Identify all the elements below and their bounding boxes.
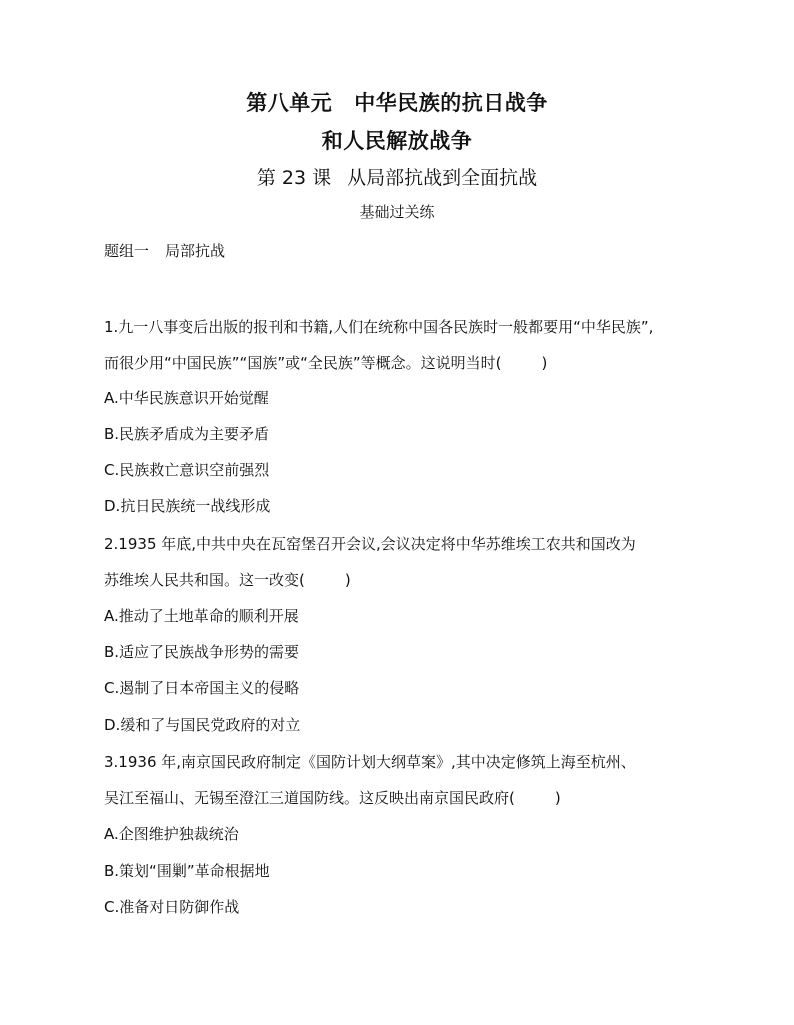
lesson-title xyxy=(0,165,794,191)
question-1-option-a: A.中华民族意识开始觉醒 xyxy=(104,389,269,407)
question-3-option-b: B.策划“围剿”革命根据地 xyxy=(104,862,270,880)
question-3-close-paren: ) xyxy=(554,789,561,807)
question-1-stem-text: 而很少用“中国民族”“国族”或“全民族”等概念。这说明当时( xyxy=(104,354,502,372)
question-2-stem-line-1: 2.1935 年底,中共中央在瓦窑堡召开会议,会议决定将中华苏维埃工农共和国改为 xyxy=(104,535,636,553)
question-3-option-a: A.企图维护独裁统治 xyxy=(104,825,239,843)
question-2-close-paren: ) xyxy=(344,571,351,589)
question-1-option-d: D.抗日民族统一战线形成 xyxy=(104,497,271,515)
question-2-option-b: B.适应了民族战争形势的需要 xyxy=(104,643,300,661)
question-3-option-c: C.准备对日防御作战 xyxy=(104,898,240,916)
question-2-stem-line-2 xyxy=(104,569,351,591)
lesson-name: 从局部抗战到全面抗战 xyxy=(347,167,538,189)
group-number: 题组一 xyxy=(104,242,150,260)
question-group-title xyxy=(104,240,225,262)
question-2-stem-text: 苏维埃人民共和国。这一改变( xyxy=(104,571,305,589)
question-1-option-c: C.民族救亡意识空前强烈 xyxy=(104,461,270,479)
question-2-option-a: A.推动了土地革命的顺利开展 xyxy=(104,607,299,625)
unit-name: 中华民族的抗日战争 xyxy=(354,91,548,115)
question-3-stem-line-1: 3.1936 年,南京国民政府制定《国防计划大纲草案》,其中决定修筑上海至杭州、 xyxy=(104,753,636,771)
question-1-stem-line-2 xyxy=(104,352,547,374)
question-1-close-paren: ) xyxy=(541,354,548,372)
question-1-option-b: B.民族矛盾成为主要矛盾 xyxy=(104,425,270,443)
question-3-stem-line-2 xyxy=(104,787,561,809)
lesson-number: 第 23 课 xyxy=(256,167,332,189)
group-name: 局部抗战 xyxy=(165,242,226,260)
question-2-option-d: D.缓和了与国民党政府的对立 xyxy=(104,716,301,734)
unit-title-line-2: 和人民解放战争 xyxy=(321,129,473,153)
question-3-stem-text: 吴江至福山、无锡至澄江三道国防线。这反映出南京国民政府( xyxy=(104,789,515,807)
unit-number: 第八单元 xyxy=(246,91,333,115)
unit-title-line-1 xyxy=(0,89,794,117)
section-title: 基础过关练 xyxy=(359,203,435,221)
question-1-stem-line-1: 1.九一八事变后出版的报刊和书籍,人们在统称中国各民族时一般都要用“中华民族”, xyxy=(104,318,654,336)
question-2-option-c: C.遏制了日本帝国主义的侵略 xyxy=(104,679,300,697)
